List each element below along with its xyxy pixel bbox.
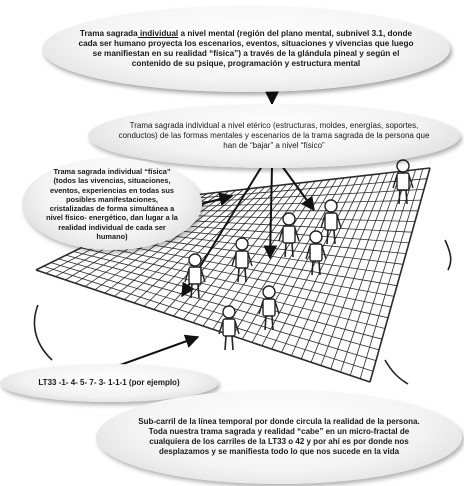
bubble-subcarril <box>96 390 462 484</box>
mental-text-prefix: Trama sagrada <box>79 28 138 38</box>
bubble-mental-plane <box>42 6 450 92</box>
bubble-physical-level <box>22 158 202 250</box>
mesh-line <box>51 263 376 361</box>
bubble-etheric-level <box>88 104 460 168</box>
person-figure <box>393 160 413 204</box>
mesh-line <box>44 266 374 371</box>
lt33-text: LT33 -1- 4- 5- 7- 3- 1-1-1 (por ejemplo) <box>38 378 180 387</box>
mental-text-rest: a nivel mental (región del plano mental, subnivel 3.1, donde cada ser humano proyecta los escenarios, eventos, situaciones y vivencias que luego se manifiestan en su realidad “física”) a través de la glándula pineal y según el contenido de su psique, programación y estructura mental <box>78 28 414 69</box>
etheric-text: Trama sagrada individual a nivel etérico (estructuras, moldes, energías, soportes, conductos) de las formas mentales y escenarios de la trama sagrada de la persona que han de “bajar” a nivel “físico” <box>118 121 430 150</box>
mental-text-underlined: individual <box>137 28 179 38</box>
subcarril-text: Sub-carril de la línea temporal por donde circula la realidad de la persona. Toda nuestra trama sagrada y realidad “cabe” en un micro-fractal de cualquiera de los carriles de la LT33 o 42 y por ahí es por donde nos desplazamos y se manifiesta todo lo que nos sucede en la vida <box>138 417 420 456</box>
physical-text: Trama sagrada individual “física” (todos las vivencias, situaciones, eventos, experiencias en todas sus posibles manifestaciones, cristalizadas de forma simultánea a nivel físico- energético, dan lugar a la realidad individual de cada ser humano) <box>46 167 178 241</box>
